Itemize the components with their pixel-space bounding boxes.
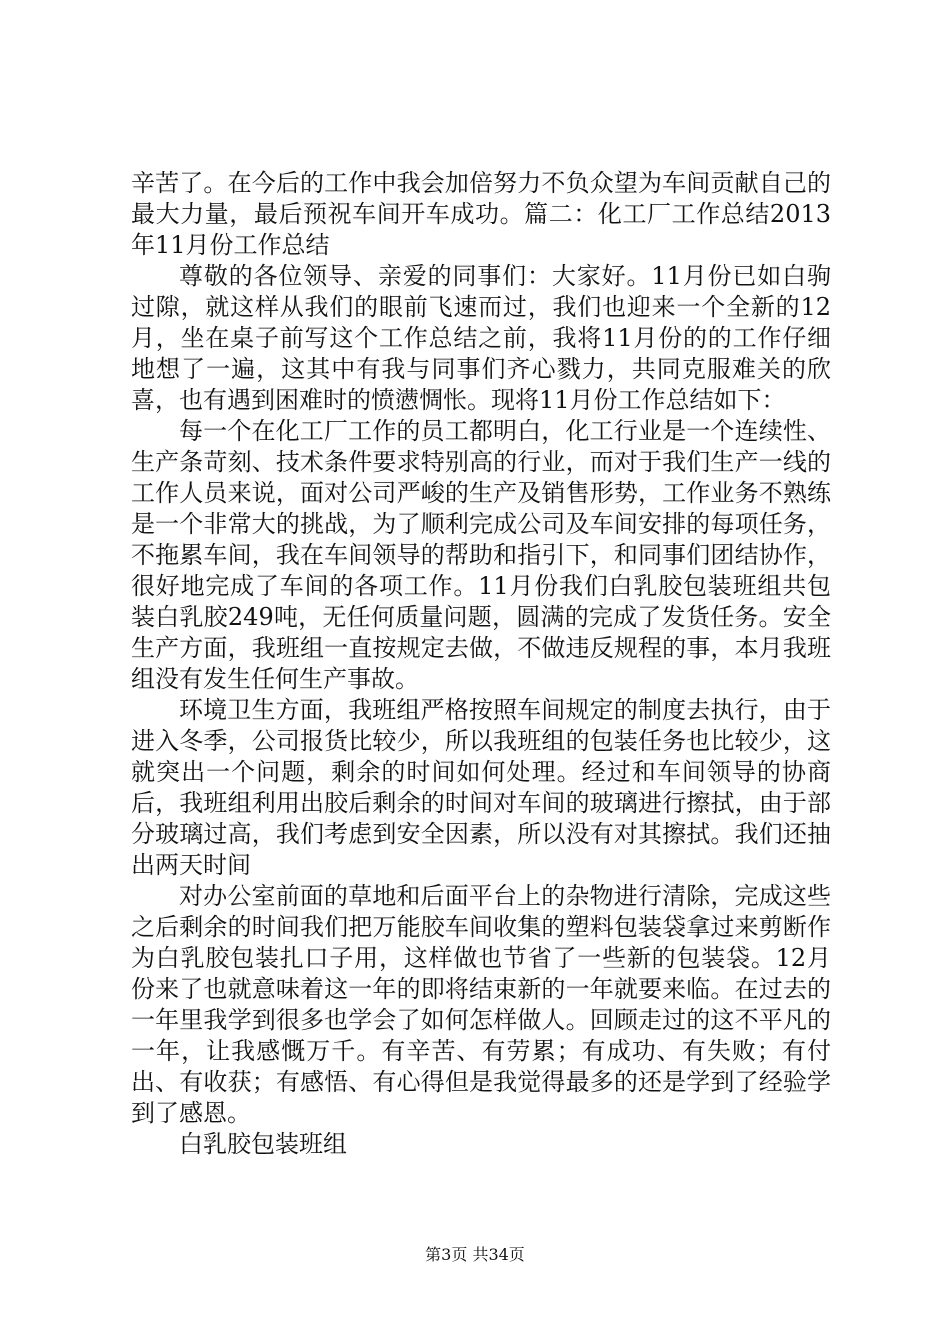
page-number-footer: 第3页 共34页 [425, 1245, 525, 1264]
document-body [131, 168, 831, 1160]
paragraph-2: 尊敬的各位领导、亲爱的同事们：大家好。11月份已如白驹过隙，就这样从我们的眼前飞速而过，我们也迎来一个全新的12月，坐在桌子前写这个工作总结之前，我将11月份的的工作仔细地想了一遍，这其中有我与同事们齐心戮力，共同克服难关的欣喜，也有遇到困难时的愤懑惆怅。现将11月份工作总结如下： [131, 262, 831, 414]
paragraph-1: 辛苦了。在今后的工作中我会加倍努力不负众望为车间贡献自己的最大力量，最后预祝车间开车成功。篇二：化工厂工作总结2013年11月份工作总结 [131, 169, 831, 259]
paragraph-4: 环境卫生方面，我班组严格按照车间规定的制度去执行，由于进入冬季，公司报货比较少，所以我班组的包装任务也比较少，这就突出一个问题，剩余的时间如何处理。经过和车间领导的协商后，我班组利用出胶后剩余的时间对车间的玻璃进行擦拭，由于部分玻璃过高，我们考虑到安全因素，所以没有对其擦拭。我们还抽出两天时间 [131, 696, 831, 879]
paragraph-3: 每一个在化工厂工作的员工都明白，化工行业是一个连续性、生产条苛刻、技术条件要求特别高的行业，而对于我们生产一线的工作人员来说，面对公司严峻的生产及销售形势，工作业务不熟练是一个非常大的挑战，为了顺利完成公司及车间安排的每项任务，不拖累车间，我在车间领导的帮助和指引下，和同事们团结协作，很好地完成了车间的各项工作。11月份我们白乳胶包装班组共包装白乳胶249吨，无任何质量问题，圆满的完成了发货任务。安全生产方面，我班组一直按规定去做，不做违反规程的事，本月我班组没有发生任何生产事故。 [131, 417, 831, 693]
paragraph-5: 对办公室前面的草地和后面平台上的杂物进行清除，完成这些之后剩余的时间我们把万能胶车间收集的塑料包装袋拿过来剪断作为白乳胶包装扎口子用，这样做也节省了一些新的包装袋。12月份来了也就意味着这一年的即将结束新的一年就要来临。在过去的一年里我学到很多也学会了如何怎样做人。回顾走过的这不平凡的一年，让我感慨万千。有辛苦、有劳累；有成功、有失败；有付出、有收获；有感悟、有心得但是我觉得最多的还是学到了经验学到了感恩。 [131, 882, 831, 1127]
signature-line: 白乳胶包装班组 [179, 1130, 347, 1158]
